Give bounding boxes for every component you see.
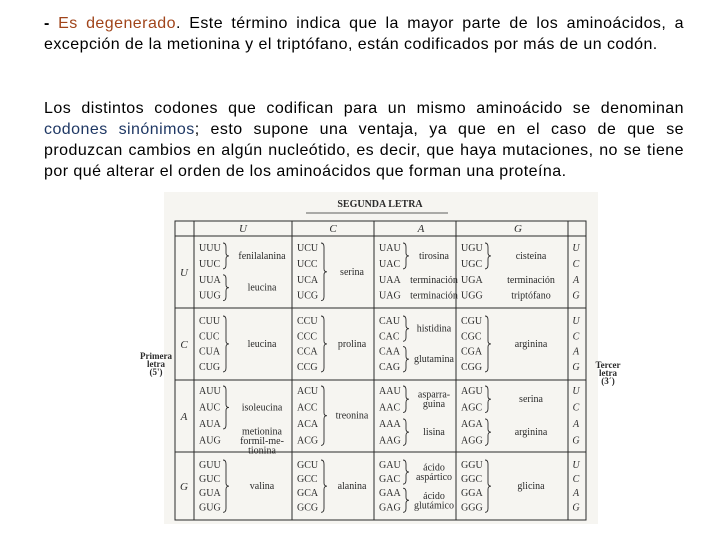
codon-ACG: ACG bbox=[297, 435, 319, 447]
amino-acid-label: metionina bbox=[242, 426, 282, 438]
codon-GGA: GGA bbox=[461, 488, 483, 500]
codon-CGG: CGG bbox=[461, 361, 483, 373]
amino-acid-label: cisteína bbox=[515, 250, 547, 262]
amino-acid-label: prolina bbox=[337, 338, 367, 350]
amino-acid-label: arginina bbox=[514, 427, 548, 439]
first-letter-label-1: letra bbox=[147, 359, 165, 369]
codon-GAC: GAC bbox=[379, 474, 401, 486]
codon-UUC: UUC bbox=[199, 258, 221, 270]
codon-AGU: AGU bbox=[461, 386, 483, 397]
genetic-code-table-svg bbox=[130, 192, 630, 524]
amino-acid-label: ácido bbox=[423, 462, 445, 474]
third-letter-G-C: C bbox=[572, 474, 580, 486]
codon-UUA: UUA bbox=[199, 274, 221, 286]
third-letter-U-C: C bbox=[572, 258, 580, 270]
codon-AAC: AAC bbox=[379, 402, 401, 414]
codon-CAA: CAA bbox=[379, 346, 401, 358]
amino-acid-label: formil-me- bbox=[240, 435, 284, 447]
codon-CGU: CGU bbox=[461, 316, 483, 327]
amino-acid-label: asparra- bbox=[417, 389, 451, 401]
codon-CUA: CUA bbox=[199, 346, 221, 358]
codon-CCU: CCU bbox=[297, 316, 318, 327]
codon-CGA: CGA bbox=[461, 346, 483, 358]
paragraph1-text: . Este término indica que la mayor parte de los aminoácidos, a excepción de la metionina y el triptófano, están codificados por más de un codón. bbox=[44, 15, 684, 53]
codon-CCC: CCC bbox=[297, 331, 318, 343]
codon-GAG: GAG bbox=[379, 502, 401, 514]
codon-GCU: GCU bbox=[297, 460, 319, 471]
amino-acid-label: tirosina bbox=[419, 250, 449, 262]
amino-acid-label: triptófano bbox=[511, 290, 551, 302]
first-letter-label-0: Primera bbox=[140, 351, 172, 361]
first-letter-label-2: (5') bbox=[149, 367, 163, 377]
second-letter-U: U bbox=[239, 223, 247, 235]
first-letter-A: A bbox=[180, 411, 188, 423]
second-letter-C: C bbox=[329, 223, 337, 235]
third-letter-C-G: G bbox=[572, 361, 580, 373]
third-letter-label-0: Tercer bbox=[595, 360, 621, 370]
codon-AUC: AUC bbox=[199, 402, 221, 414]
third-letter-label-2: (3´) bbox=[601, 376, 615, 386]
codon-UCC: UCC bbox=[297, 258, 318, 270]
codon-CAU: CAU bbox=[379, 316, 401, 327]
codon-ACC: ACC bbox=[297, 402, 318, 414]
codon-AAG: AAG bbox=[379, 435, 401, 447]
amino-acid-label: valina bbox=[249, 481, 275, 493]
amino-acid-label: aspártico bbox=[415, 472, 453, 484]
third-letter-U-G: G bbox=[572, 290, 580, 302]
amino-acid-label: lisina bbox=[423, 427, 445, 439]
amino-acid-label: histidina bbox=[416, 323, 452, 335]
genetic-code-table bbox=[130, 192, 630, 524]
codon-ACA: ACA bbox=[297, 418, 319, 430]
amino-acid-label: serina bbox=[340, 266, 364, 278]
codon-UAC: UAC bbox=[379, 258, 401, 270]
first-letter-C: C bbox=[180, 339, 188, 351]
codon-UAG: UAG bbox=[379, 290, 401, 302]
amino-acid-label: ácido bbox=[423, 490, 445, 502]
amino-acid-label: tionina bbox=[248, 445, 276, 457]
codon-AGC: AGC bbox=[461, 402, 483, 414]
second-letter-G: G bbox=[514, 223, 522, 235]
codon-CUC: CUC bbox=[199, 331, 220, 343]
third-letter-C-U: U bbox=[572, 316, 580, 327]
codon-UCA: UCA bbox=[297, 274, 319, 286]
third-letter-U-U: U bbox=[572, 243, 580, 254]
amino-acid-label: arginina bbox=[514, 338, 548, 350]
third-letter-A-U: U bbox=[572, 386, 580, 397]
codon-GUU: GUU bbox=[199, 460, 221, 471]
codon-UUU: UUU bbox=[199, 243, 221, 254]
codon-CCG: CCG bbox=[297, 361, 318, 373]
third-letter-A-C: C bbox=[572, 402, 580, 414]
paragraph-degenerate bbox=[44, 13, 684, 55]
codon-UUG: UUG bbox=[199, 290, 221, 302]
paragraph2-intro: Los distintos codones que codifican para un mismo aminoácido se denominan bbox=[44, 100, 684, 117]
first-letter-G: G bbox=[180, 481, 188, 493]
amino-acid-label: glutámico bbox=[414, 500, 454, 512]
amino-acid-label: alanina bbox=[337, 481, 367, 493]
amino-acid-label: glutamina bbox=[414, 354, 454, 366]
amino-acid-label: fenilalanina bbox=[238, 250, 286, 262]
third-letter-G-G: G bbox=[572, 502, 580, 514]
codon-CAC: CAC bbox=[379, 331, 400, 343]
third-letter-C-C: C bbox=[572, 331, 580, 343]
codon-AUU: AUU bbox=[199, 386, 221, 397]
codon-AAA: AAA bbox=[379, 418, 401, 430]
codon-UCU: UCU bbox=[297, 243, 319, 254]
codon-GCA: GCA bbox=[297, 488, 319, 500]
third-letter-label-1: letra bbox=[599, 368, 617, 378]
codon-GAA: GAA bbox=[379, 488, 401, 500]
codon-GUC: GUC bbox=[199, 474, 221, 486]
term-synonymous-codons: codones sinónimos bbox=[44, 121, 195, 138]
third-letter-A-G: G bbox=[572, 435, 580, 447]
paragraph-synonymous bbox=[44, 98, 684, 182]
codon-GGG: GGG bbox=[461, 502, 483, 514]
codon-GUG: GUG bbox=[199, 502, 221, 514]
third-letter-U-A: A bbox=[572, 274, 580, 286]
codon-ACU: ACU bbox=[297, 386, 319, 397]
codon-CAG: CAG bbox=[379, 361, 401, 373]
codon-UGU: UGU bbox=[461, 243, 483, 254]
amino-acid-label: leucina bbox=[247, 282, 277, 294]
codon-UAA: UAA bbox=[379, 274, 401, 286]
codon-UGG: UGG bbox=[461, 290, 483, 302]
codon-UGA: UGA bbox=[461, 274, 483, 286]
amino-acid-label: glicina bbox=[517, 481, 545, 493]
amino-acid-label: treonina bbox=[335, 410, 369, 422]
codon-AAU: AAU bbox=[379, 386, 401, 397]
codon-GGC: GGC bbox=[461, 474, 483, 486]
amino-acid-label: terminación bbox=[410, 290, 458, 302]
codon-AUG: AUG bbox=[199, 435, 221, 447]
amino-acid-label: terminación bbox=[507, 274, 555, 286]
codon-GUA: GUA bbox=[199, 488, 221, 500]
codon-GCG: GCG bbox=[297, 502, 319, 514]
codon-GCC: GCC bbox=[297, 474, 318, 486]
dash: - bbox=[44, 15, 59, 32]
codon-UGC: UGC bbox=[461, 258, 483, 270]
second-letter-A: A bbox=[417, 223, 425, 235]
codon-GGU: GGU bbox=[461, 460, 483, 471]
third-letter-G-A: A bbox=[572, 488, 580, 500]
amino-acid-label: isoleucina bbox=[241, 402, 283, 414]
amino-acid-label: leucina bbox=[247, 338, 277, 350]
amino-acid-label: terminación bbox=[410, 274, 458, 286]
codon-UCG: UCG bbox=[297, 290, 319, 302]
third-letter-A-A: A bbox=[572, 418, 580, 430]
codon-AGG: AGG bbox=[461, 435, 483, 447]
codon-UAU: UAU bbox=[379, 243, 401, 254]
codon-CCA: CCA bbox=[297, 346, 318, 358]
paragraph2-text: ; esto supone una ventaja, ya que en el caso de que se produzcan cambios en algún nucleótido, es decir, que haya mutaciones, no se tiene por qué alterar el orden de los aminoácidos que forman una proteína. bbox=[44, 121, 684, 180]
term-degenerate: Es degenerado bbox=[58, 15, 176, 32]
codon-CUG: CUG bbox=[199, 361, 221, 373]
codon-CUU: CUU bbox=[199, 316, 221, 327]
first-letter-U: U bbox=[180, 267, 188, 279]
codon-AGA: AGA bbox=[461, 418, 483, 430]
third-letter-C-A: A bbox=[572, 346, 580, 358]
codon-AUA: AUA bbox=[199, 418, 221, 430]
third-letter-G-U: U bbox=[572, 460, 580, 471]
amino-acid-label: guina bbox=[422, 399, 446, 411]
codon-GAU: GAU bbox=[379, 460, 401, 471]
table-title: SEGUNDA LETRA bbox=[337, 199, 423, 210]
amino-acid-label: serina bbox=[519, 394, 543, 406]
codon-CGC: CGC bbox=[461, 331, 482, 343]
